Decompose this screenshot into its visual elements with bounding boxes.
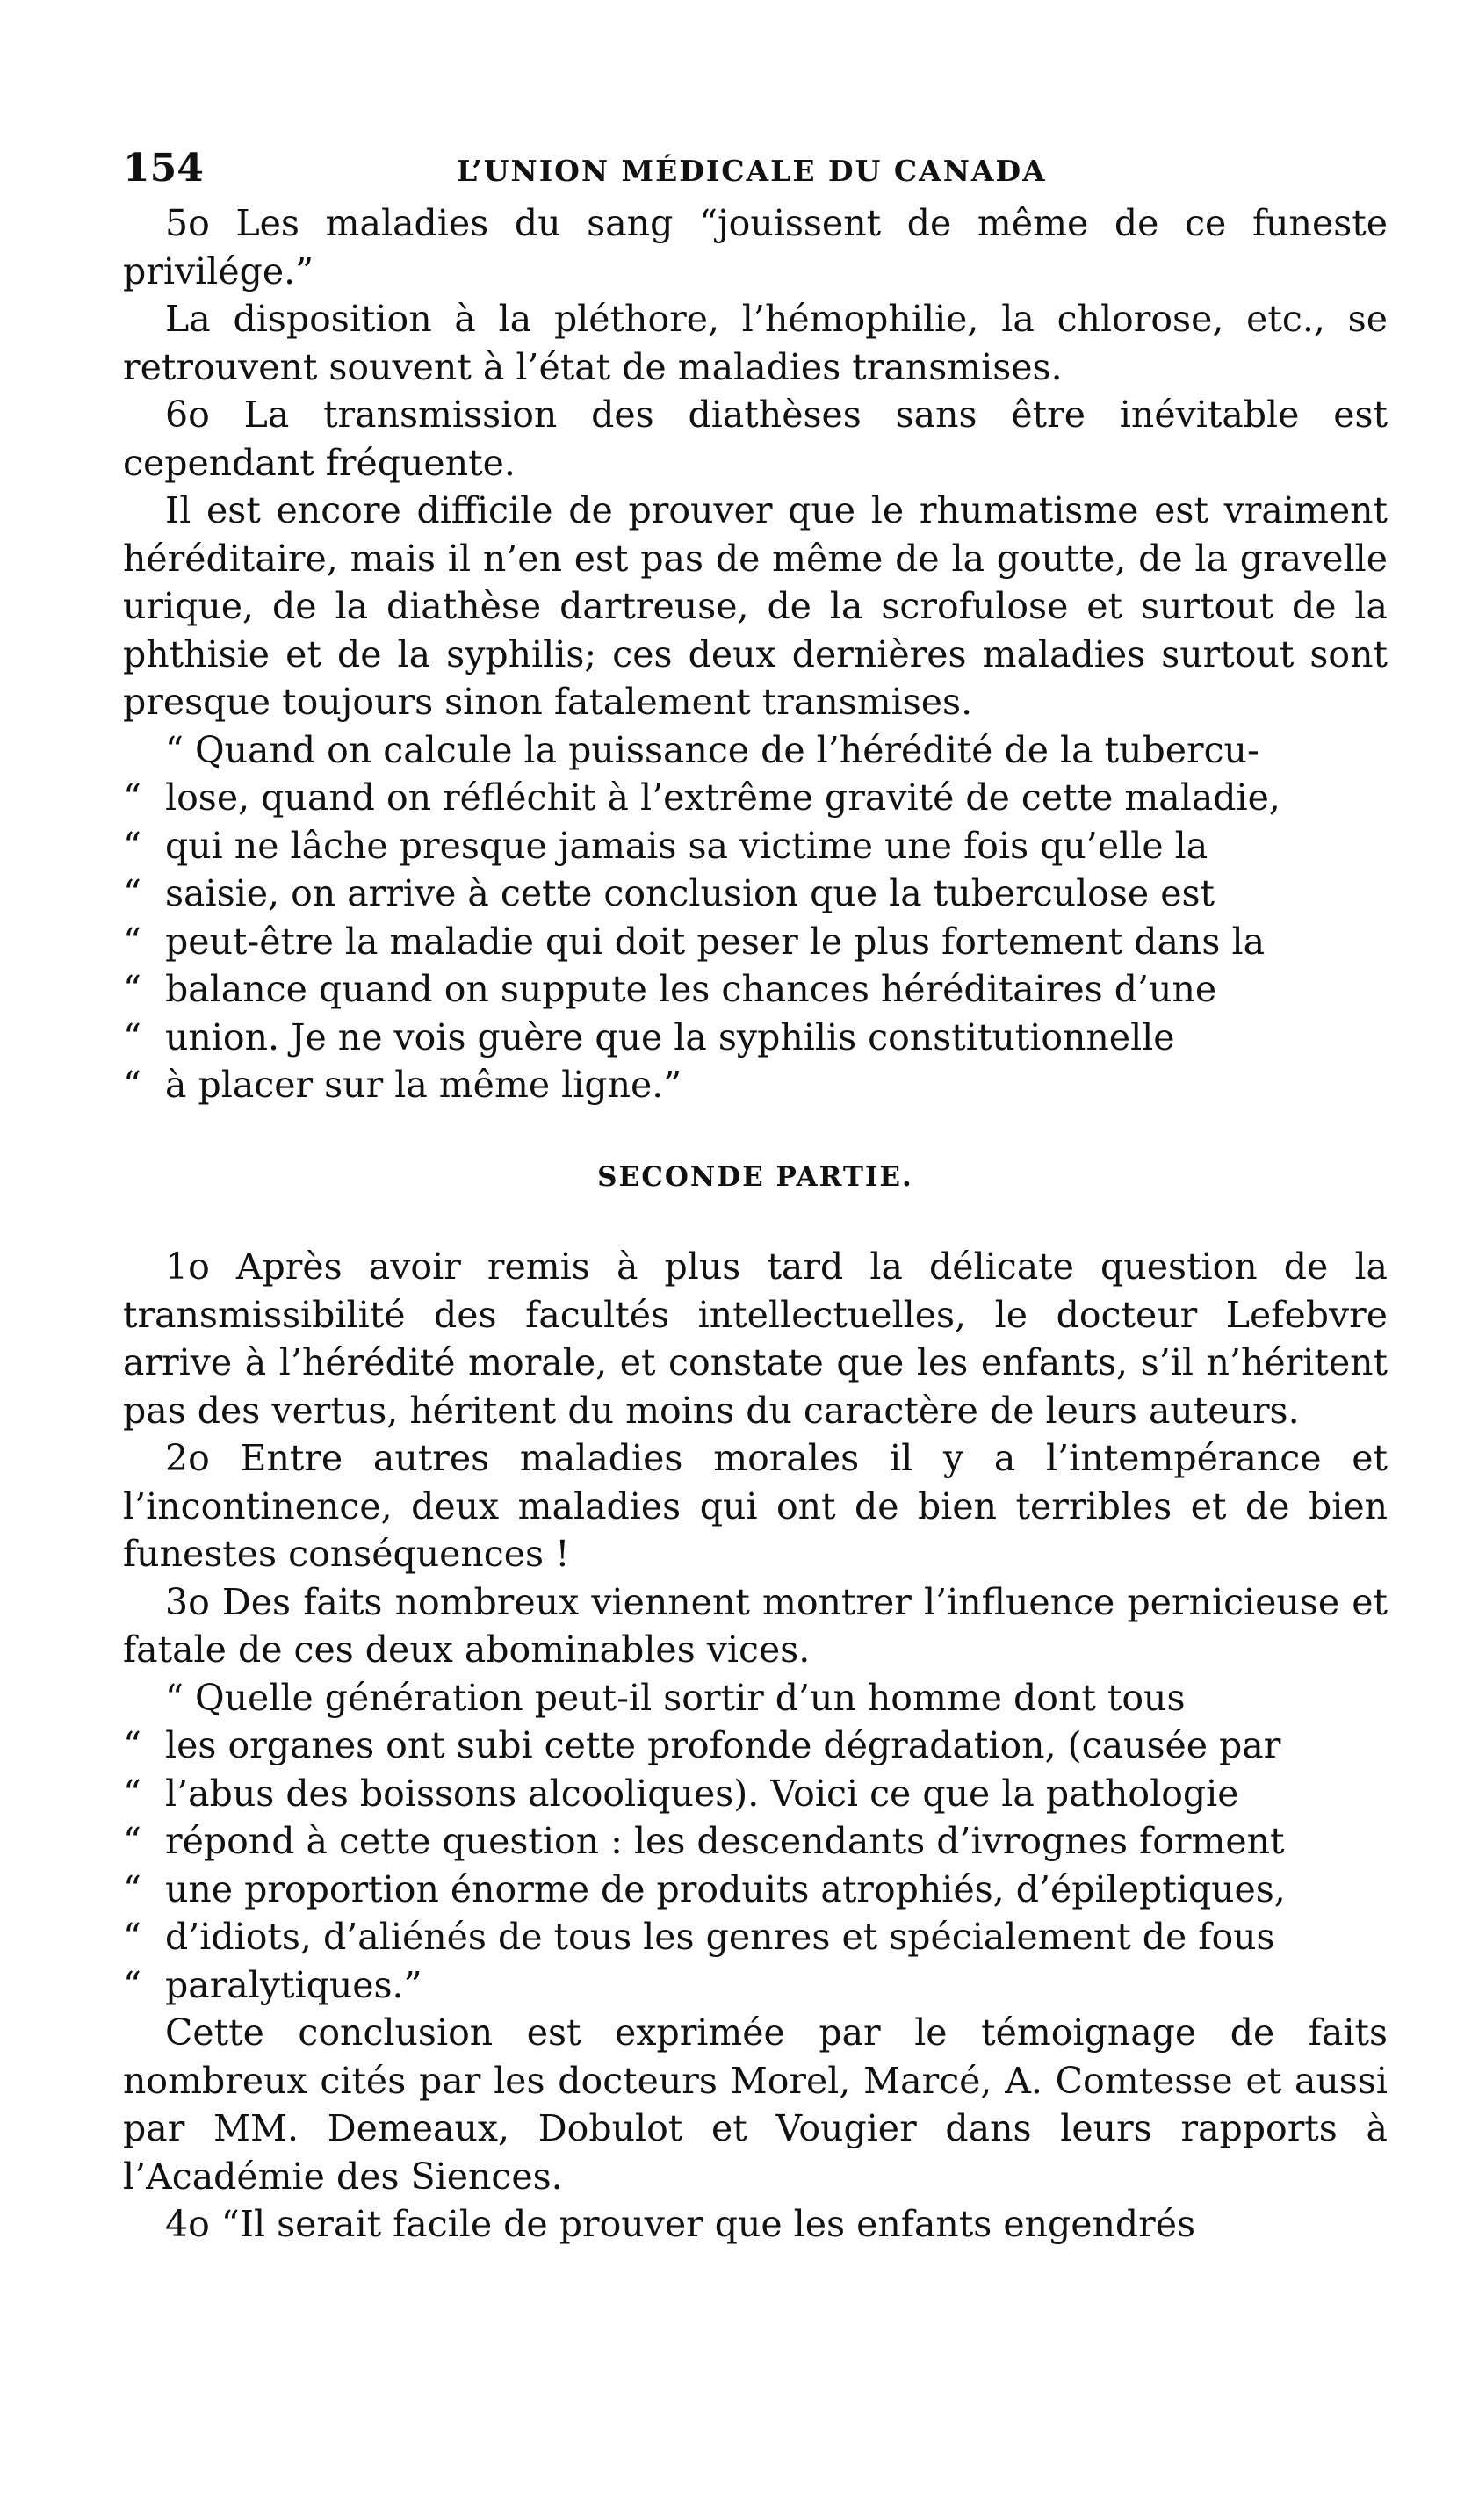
block-quote [123, 1674, 1388, 2010]
section-title: SECONDE PARTIE. [597, 1160, 913, 1193]
running-header [123, 145, 1388, 198]
quote-line: “ saisie, on arrive à cette conclusion que la tuberculose est [123, 872, 1215, 914]
quote-line: “ répond à cette question : les descendants d’ivrognes forment [123, 1820, 1285, 1862]
quote-line: “ Quelle génération peut-il sortir d’un homme dont tous [165, 1676, 1186, 1719]
paragraph: 1o Après avoir remis à plus tard la délicate question de la transmissibilité des facultés intellectuelles, le docteur Lefebvre arrive à l’hérédité morale, et constate que les enfants, s’il n’héritent pas des vertus, héritent du moins du caractère de leurs auteurs. [123, 1246, 1388, 1432]
quote-line: “ lose, quand on réfléchit à l’extrême gravité de cette maladie, [123, 776, 1280, 819]
paragraph: Il est encore difficile de prouver que le rhumatisme est vraiment héréditaire, mais il n’en est pas de même de la goutte, de la gravelle urique, de la diathèse dartreuse, de la scrofulose et surtout de la phthisie et de la syphilis; ces deux dernières maladies surtout sont presque toujours sinon fatalement transmises. [123, 489, 1388, 723]
block-quote [123, 726, 1388, 1109]
page-number: 154 [123, 146, 204, 191]
quote-line: “ union. Je ne vois guère que la syphilis constitutionnelle [123, 1015, 1175, 1058]
quote-line: “ Quand on calcule la puissance de l’hérédité de la tubercu- [165, 728, 1259, 771]
quote-line: “ qui ne lâche presque jamais sa victime une fois qu’elle la [123, 824, 1208, 867]
page [123, 145, 1388, 2249]
paragraph: 2o Entre autres maladies morales il y a l’intempérance et l’incontinence, deux maladies qui ont de bien terribles et de bien funestes conséquences ! [123, 1437, 1388, 1575]
paragraph: 3o Des faits nombreux viennent montrer l’influence pernicieuse et fatale de ces deux abominables vices. [123, 1580, 1388, 1671]
paragraph: Cette conclusion est exprimée par le témoignage de faits nombreux cités par les docteurs Morel, Marcé, A. Comtesse et aussi par MM. Demeaux, Dobulot et Vougier dans leurs rapports à l’Académie des Siences. [123, 2011, 1388, 2198]
paragraph: 6o La transmission des diathèses sans être inévitable est cependant fréquente. [123, 394, 1388, 484]
quote-line: “ à placer sur la même ligne.” [123, 1064, 682, 1106]
quote-line: “ paralytiques.” [123, 1963, 422, 2006]
quote-line: “ d’idiots, d’aliénés de tous les genres et spécialement de fous [123, 1916, 1275, 1958]
running-title: L’UNION MÉDICALE DU CANADA [457, 154, 1047, 188]
quote-line: “ une proportion énorme de produits atrophiés, d’épileptiques, [123, 1867, 1286, 1910]
paragraph: 5o Les maladies du sang “jouissent de même de ce funeste privilége.” [123, 202, 1388, 292]
quote-line: “ balance quand on suppute les chances héréditaires d’une [123, 968, 1217, 1010]
quote-line: “ l’abus des boissons alcooliques). Voici ce que la pathologie [123, 1772, 1239, 1815]
paragraph: La disposition à la pléthore, l’hémophilie, la chlorose, etc., se retrouvent souvent à l’état de maladies transmises. [123, 298, 1388, 388]
paragraph: 4o “Il serait facile de prouver que les enfants engendrés [165, 2203, 1196, 2245]
quote-line: “ les organes ont subi cette profonde dégradation, (causée par [123, 1724, 1281, 1766]
quote-line: “ peut-être la maladie qui doit peser le plus fortement dans la [123, 920, 1266, 963]
